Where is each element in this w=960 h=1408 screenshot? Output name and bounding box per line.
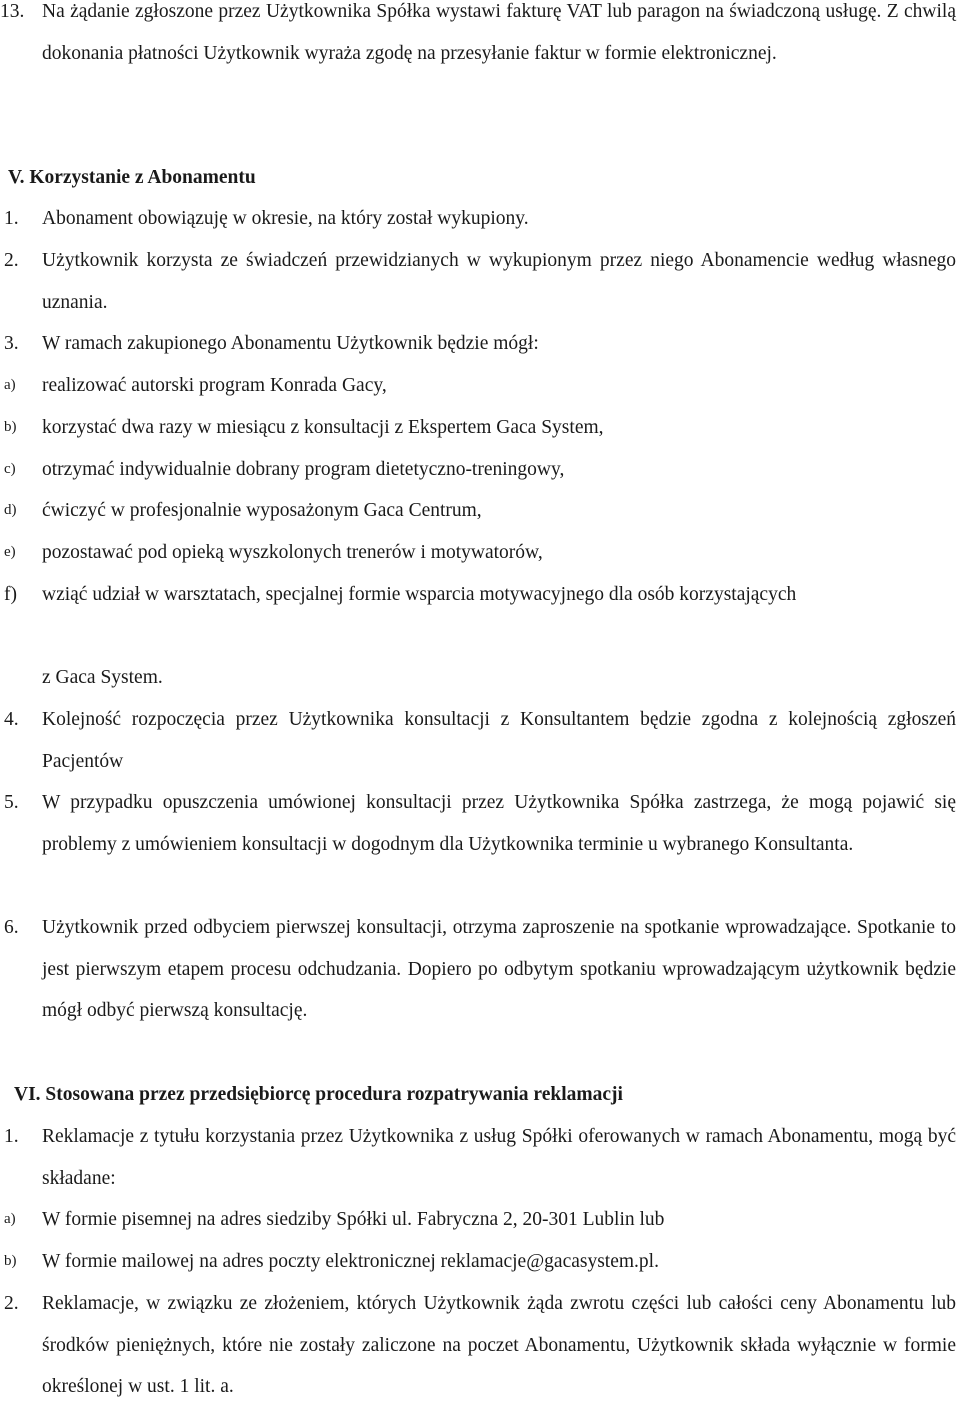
section-vi-item-1 — [4, 1116, 956, 1199]
subitem-text: realizować autorski program Konrada Gacy, — [42, 375, 387, 396]
section-v-item-2 — [4, 240, 956, 323]
subitem-text: W formie mailowej na adres poczty elektronicznej reklamacje@gacasystem.pl. — [42, 1251, 659, 1272]
item-text: Użytkownik korzysta ze świadczeń przewidzianych w wykupionym przez niego Abonamencie według własnego uznania. — [42, 250, 956, 313]
section-v-item-6 — [4, 907, 956, 1032]
item-text: W przypadku opuszczenia umówionej konsultacji przez Użytkownika Spółka zastrzega, że mogą pojawić się problemy z umówieniem konsultacji w dogodnym dla Użytkownika terminie u wybranego Konsultanta. — [42, 792, 956, 855]
subitem-text: korzystać dwa razy w miesiącu z konsultacji z Ekspertem Gaca System, — [42, 417, 604, 438]
section-v-item-5 — [4, 782, 956, 865]
subitem-letter: a) — [4, 377, 16, 393]
item-number: 4. — [4, 709, 19, 730]
subitem-letter: f) — [4, 584, 17, 605]
section-v-subitem-d — [4, 490, 956, 532]
section-v-subitem-a — [4, 365, 956, 407]
section-vi-subitem-b — [4, 1241, 956, 1283]
item-number: 2. — [4, 1293, 19, 1314]
section-v-subitem-e — [4, 532, 956, 574]
subitem-f-continuation: z Gaca System. — [42, 667, 163, 688]
subitem-letter: b) — [4, 419, 17, 435]
item-text: Reklamacje z tytułu korzystania przez Użytkownika z usług Spółki oferowanych w ramach Abonamentu, mogą być składane: — [42, 1126, 956, 1189]
section-v-item-3 — [4, 323, 956, 365]
item-text: Abonament obowiązuję w okresie, na który został wykupiony. — [42, 208, 529, 229]
item-number: 13. — [0, 1, 25, 22]
item-text: Użytkownik przed odbyciem pierwszej konsultacji, otrzyma zaproszenie na spotkanie wprowadzające. Spotkanie to jest pierwszym etapem procesu odchudzania. Dopiero po odbytym spotkaniu wprowadzającym użytkownik będzie mógł odbyć pierwszą konsultację. — [42, 917, 956, 1022]
section-v-subitem-f — [4, 574, 956, 616]
item-number: 1. — [4, 1126, 19, 1147]
item-number: 3. — [4, 333, 19, 354]
section-v-subitem-b — [4, 407, 956, 449]
subitem-text: otrzymać indywidualnie dobrany program dietetyczno-treningowy, — [42, 459, 565, 480]
subitem-text: ćwiczyć w profesjonalnie wyposażonym Gaca Centrum, — [42, 500, 482, 521]
item-number: 6. — [4, 917, 19, 938]
item-number: 1. — [4, 208, 19, 229]
subitem-text: W formie pisemnej na adres siedziby Spółki ul. Fabryczna 2, 20-301 Lublin lub — [42, 1209, 665, 1230]
paragraph-13 — [0, 0, 956, 74]
subitem-letter: e) — [4, 544, 16, 560]
section-v-subitem-c — [4, 449, 956, 491]
subitem-letter: c) — [4, 461, 16, 477]
section-vi-item-2 — [4, 1283, 956, 1408]
item-number: 5. — [4, 792, 19, 813]
section-heading-v: V. Korzystanie z Abonamentu — [8, 167, 256, 188]
item-number: 2. — [4, 250, 19, 271]
item-text: Kolejność rozpoczęcia przez Użytkownika konsultacji z Konsultantem będzie zgodna z kolejnością zgłoszeń Pacjentów — [42, 709, 956, 772]
section-vi-subitem-a — [4, 1199, 956, 1241]
item-text: Na żądanie zgłoszone przez Użytkownika Spółka wystawi fakturę VAT lub paragon na świadczoną usługę. Z chwilą dokonania płatności Użytkownik wyraża zgodę na przesyłanie faktur w formie elektronicznej. — [42, 1, 956, 64]
subitem-letter: d) — [4, 502, 17, 518]
section-v-item-4 — [4, 699, 956, 782]
subitem-letter: a) — [4, 1211, 16, 1227]
item-text: Reklamacje, w związku ze złożeniem, których Użytkownik żąda zwrotu części lub całości ceny Abonamentu lub środków pieniężnych, które nie zostały zaliczone na poczet Abonamentu, Użytkownik składa wyłącznie w formie określonej w ust. 1 lit. a. — [42, 1293, 956, 1398]
section-heading-vi: VI. Stosowana przez przedsiębiorcę procedura rozpatrywania reklamacji — [14, 1084, 623, 1105]
item-text: W ramach zakupionego Abonamentu Użytkownik będzie mógł: — [42, 333, 539, 354]
subitem-text: wziąć udział w warsztatach, specjalnej formie wsparcia motywacyjnego dla osób korzystających — [42, 584, 797, 605]
subitem-letter: b) — [4, 1253, 17, 1269]
section-v-item-1 — [4, 198, 956, 240]
subitem-text: pozostawać pod opieką wyszkolonych trenerów i motywatorów, — [42, 542, 543, 563]
